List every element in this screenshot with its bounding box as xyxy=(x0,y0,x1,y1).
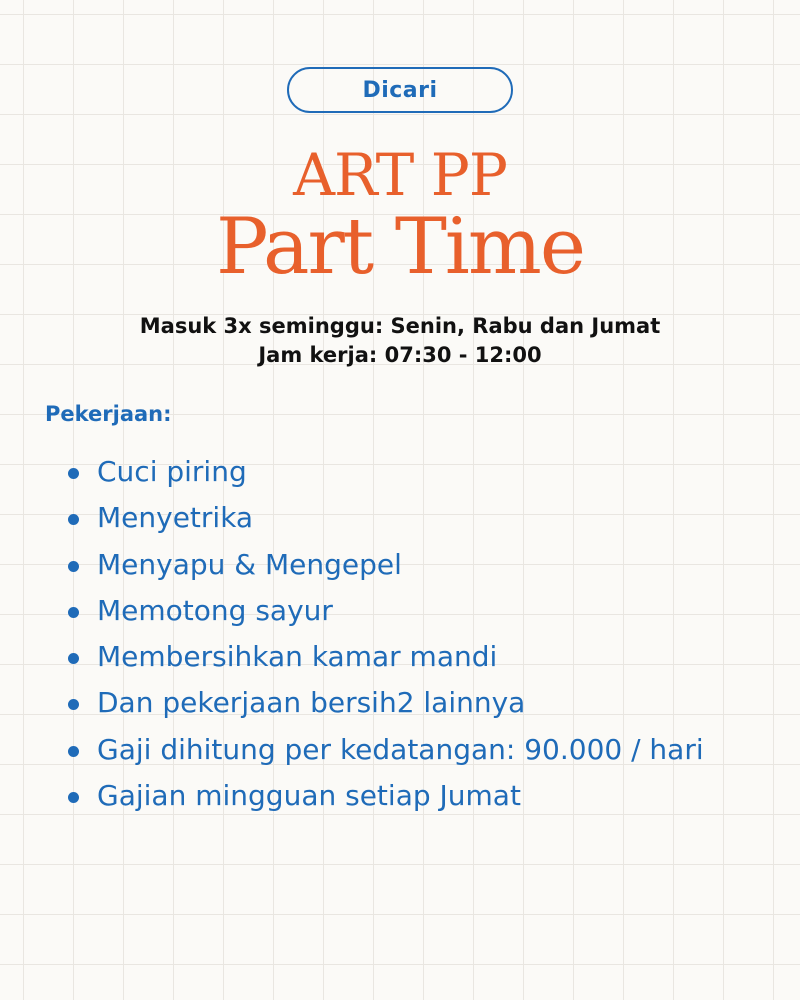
task-text: Membersihkan kamar mandi xyxy=(97,640,498,674)
task-text: Gajian mingguan setiap Jumat xyxy=(97,779,521,813)
task-text: Menyapu & Mengepel xyxy=(97,547,402,581)
bullet-icon xyxy=(68,792,79,803)
task-text: Cuci piring xyxy=(97,455,247,488)
poster-title-line-1: ART PP xyxy=(293,141,507,209)
task-text: Gaji dihitung per kedatangan: 90.000 / hari xyxy=(97,732,704,766)
poster-title-line-2: Part Time xyxy=(215,202,584,292)
bullet-icon xyxy=(68,514,79,525)
bullet-icon xyxy=(68,468,79,479)
work-days: Masuk 3x seminggu: Senin, Rabu dan Jumat xyxy=(139,314,661,338)
tasks-heading: Pekerjaan: xyxy=(45,402,172,426)
work-schedule xyxy=(0,312,800,370)
bullet-icon xyxy=(68,607,79,618)
bullet-icon xyxy=(68,561,79,572)
task-text: Dan pekerjaan bersih2 lainnya xyxy=(97,686,526,720)
work-hours: Jam kerja: 07:30 - 12:00 xyxy=(258,343,542,367)
task-text: Menyetrika xyxy=(97,501,254,535)
bullet-icon xyxy=(68,699,79,710)
wanted-badge xyxy=(287,67,513,113)
wanted-badge-label: Dicari xyxy=(362,77,438,103)
bullet-icon xyxy=(68,653,79,664)
task-text: Memotong sayur xyxy=(97,593,333,627)
bullet-icon xyxy=(68,746,79,757)
